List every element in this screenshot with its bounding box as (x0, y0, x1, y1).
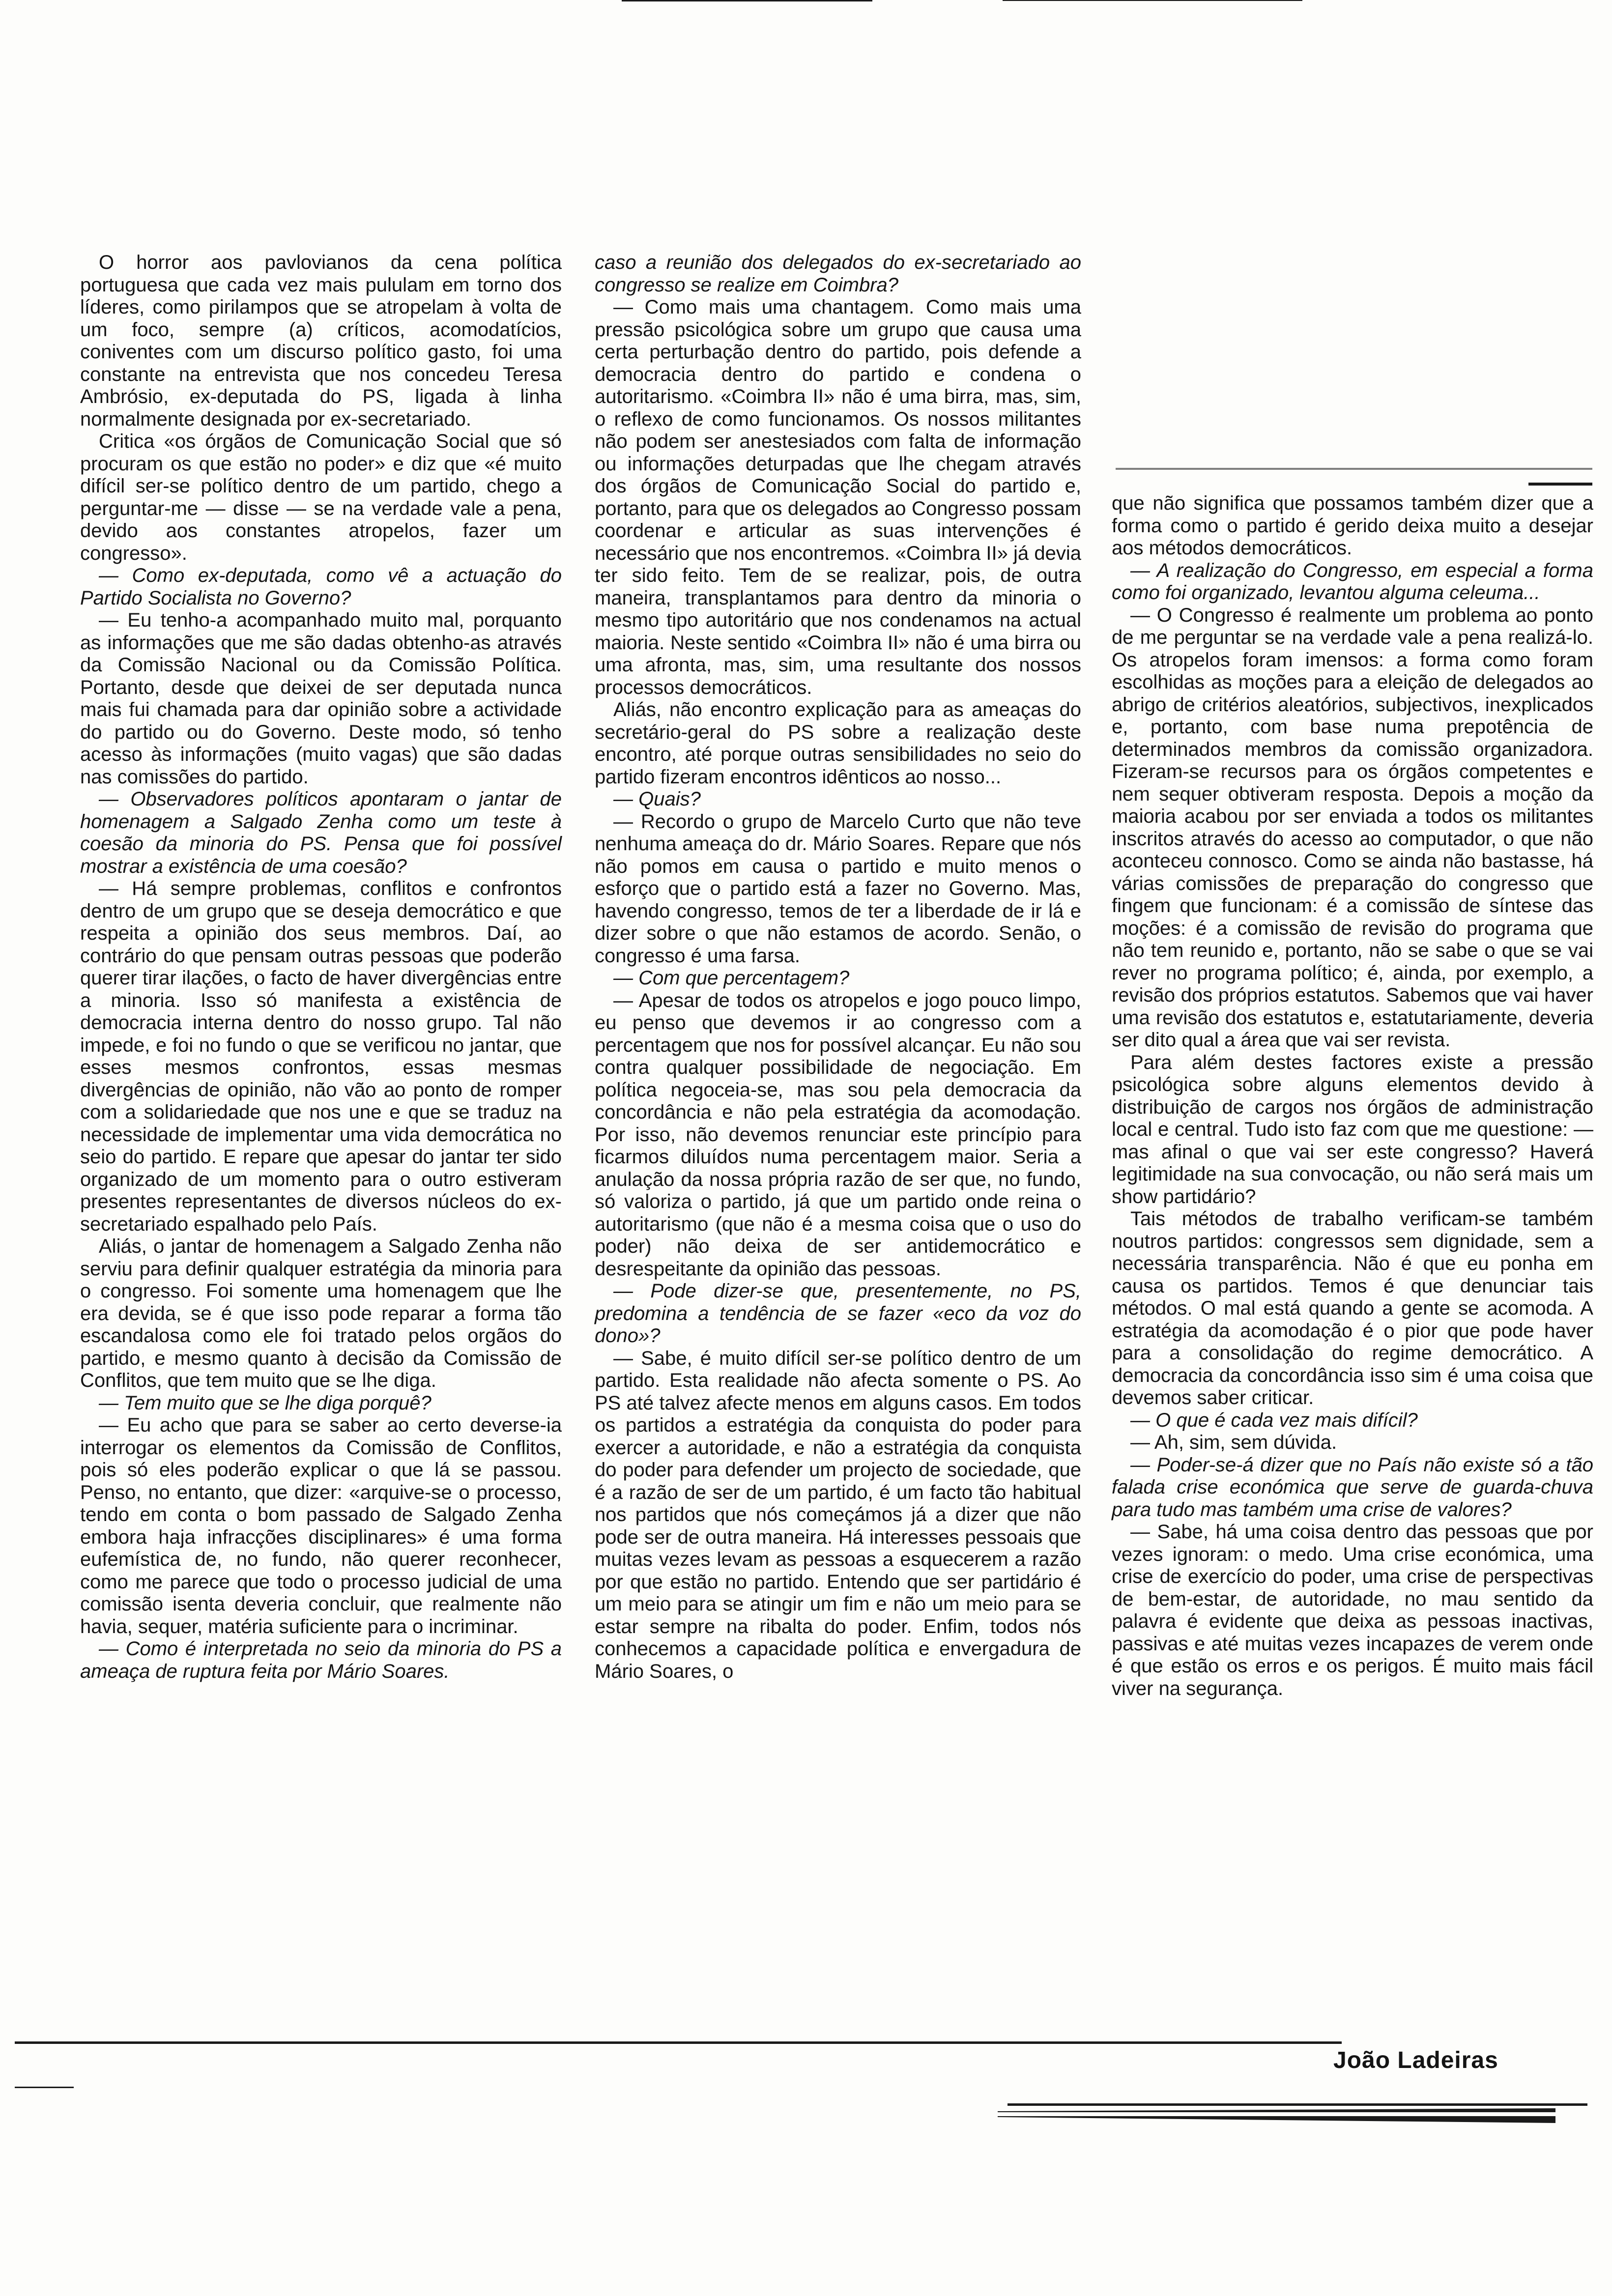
article-paragraph: — Apesar de todos os atropelos e jogo pouco limpo, eu penso que devemos ir ao congresso com a percentagem que nos for possível alcançar. Eu não sou contra qualquer possibilidade de negociação. Em política negoceia-se, mas sou pela democracia da concordância e não pela estratégia da acomodação. Por isso, não devemos renunciar este princípio para ficarmos diluídos numa percentagem maior. Seria a anulação da nossa própria razão de ser que, no fundo, só valoriza o partido, já que um partido onde reina o autoritarismo (que não é a mesma coisa que o uso do poder) não deixa de ser antidemocrático e desrespeitante da opinião das pessoas. (595, 989, 1081, 1280)
article-paragraph: — O Congresso é realmente um problema ao ponto de me perguntar se na verdade vale a pena realizá-lo. Os atropelos foram imensos: a forma como foram escolhidas as moções para a eleição de delegados ao abrigo de critérios aleatórios, subjectivos, inexplicados e, portanto, com base numa prepotência de determinados membros da comissão organizadora. Fizeram-se recursos para os órgãos competentes e nem sequer obtiveram resposta. Depois a moção da maioria acabou por ser enviada a todos os militantes inscritos através do acesso ao computador, o que não aconteceu connosco. Como se ainda não bastasse, há várias comissões de preparação do congresso que fingem que funcionam: é a comissão de síntese das moções: é a comissão de revisão do programa que não tem reunido e, portanto, não se sabe o que se vai rever no programa político; é, ainda, por exemplo, a revisão dos próprios estatutos. Sabemos que vai haver uma revisão dos estatutos e, estatutariamente, deveria ser dito qual a área que vai ser revista. (1112, 604, 1593, 1051)
article-paragraph: — Eu acho que para se saber ao certo deverse-ia interrogar os elementos da Comissão de Conflitos, pois só eles poderão explicar o que lá se passou. Penso, no entanto, que dizer: «arquive-se o processo, tendo em conta o bom passado de Salgado Zenha embora haja infracções disciplinares» é uma forma eufemística de, no fundo, não querer reconhecer, como me parece que todo o processo judicial de uma comissão isenta deveria concluir, que realmente não havia, sequer, matéria suficiente para o incriminar. (80, 1414, 562, 1637)
interview-question: — O que é cada vez mais difícil? (1130, 1409, 1418, 1431)
article-paragraph: Tais métodos de trabalho verificam-se também noutros partidos: congressos sem dignidade, sem a necessária transparência. Não é que eu ponha em causa os partidos. Temos é que denunciar tais métodos. O mal está quando a gente se acomoda. A estratégia da acomodação é o pior que pode haver para a consolidação do regime democrático. A democracia da concordância isso sim é uma coisa que devemos saber criticar. (1112, 1208, 1593, 1408)
article-paragraph: — Sabe, há uma coisa dentro das pessoas que por vezes ignoram: o medo. Uma crise económica, uma crise de exercício do poder, uma crise de perspectivas de bem-estar, de autoridade, no mau sentido da palavra é evidente que deixa as pessoas inactivas, passivas e até muitas vezes incapazes de verem onde é que estão os erros e os perigos. É muito mais fácil viver na segurança. (1112, 1521, 1593, 1699)
article-paragraph: — Recordo o grupo de Marcelo Curto que não teve nenhuma ameaça do dr. Mário Soares. Repare que nós não pomos em causa o partido e muito menos o esforço que o partido está a fazer no Governo. Mas, havendo congresso, temos de ter a liberdade de ir lá e dizer sobre o que não estamos de acordo. Senão, o congresso é uma farsa. (595, 810, 1081, 967)
article-paragraph: Aliás, não encontro explicação para as ameaças do secretário-geral do PS sobre a realização deste encontro, até porque outras sensibilidades no seio do partido fizeram encontros idênticos ao nosso... (595, 699, 1081, 788)
interview-question: — Como ex-deputada, como vê a actuação do Partido Socialista no Governo? (80, 565, 562, 609)
thick-rule (998, 2108, 1555, 2123)
bottom-rule-mid (1008, 2103, 1587, 2106)
article-paragraph: que não significa que possamos também dizer que a forma como o partido é gerido deixa muito a desejar aos métodos democráticos. (1112, 492, 1593, 559)
interview-question: — Observadores políticos apontaram o jantar de homenagem a Salgado Zenha como um teste à coesão da minoria do PS. Pensa que foi possível mostrar a existência de uma coesão? (80, 788, 562, 877)
interview-question: caso a reunião dos delegados do ex-secretariado ao congresso se realize em Coimbra? (595, 252, 1081, 296)
interview-question: — Pode dizer-se que, presentemente, no PS, predomina a tendência de se fazer «eco da voz do dono»? (595, 1280, 1081, 1347)
article-paragraph: Aliás, o jantar de homenagem a Salgado Zenha não serviu para definir qualquer estratégia da minoria para o congresso. Foi somente uma homenagem que lhe era devida, se é que isso pode reparar a forma tão escandalosa como ele foi tratado pelos orgãos do partido, e mesmo quanto à decisão da Comissão de Conflitos, que tem muito que se lhe diga. (80, 1235, 562, 1391)
article-paragraph: — Ah, sim, sem dúvida. (1130, 1432, 1337, 1453)
article-column-1 (80, 252, 562, 1683)
interview-question: — Como é interpretada no seio da minoria do PS a ameaça de ruptura feita por Mário Soares. (80, 1638, 562, 1682)
article-paragraph: — Há sempre problemas, conflitos e confrontos dentro de um grupo que se deseja democrático e que respeita a opinião dos seus membros. Daí, ao contrário do que pensam outras pessoas que poderão querer tirar ilações, o facto de haver divergências entre a minoria. Isso só manifesta a existência de democracia interna dentro do nosso grupo. Tal não impede, e foi no fundo o que se verificou no jantar, que esses mesmos confrontos, essas mesmas divergências de opinião, não vão ao ponto de romper com a solidariedade que nos une e que se traduz na necessidade de implementar uma vida democrática no seio do partido. E repare que apesar do jantar ter sido organizado de um momento para o outro estiveram presentes representantes de diversos núcleos do ex-secretariado espalhado pelo País. (80, 878, 562, 1235)
article-paragraph: Critica «os órgãos de Comunicação Social que só procuram os que estão no poder» e diz que «é muito difícil ser-se político dentro de um partido, chego a perguntar-me — disse — se na verdade vale a pena, devido aos constantes atropelos, fazer um congresso». (80, 430, 562, 564)
interview-question: — A realização do Congresso, em especial a forma como foi organizado, levantou alguma celeuma... (1112, 559, 1593, 603)
top-edge-line (622, 0, 872, 1)
author-signature: João Ladeiras (1333, 2047, 1498, 2073)
bottom-rule-left (15, 2087, 74, 2088)
interview-question: — Quais? (613, 788, 701, 810)
interview-question: — Poder-se-á dizer que no País não existe só a tão falada crise económica que serve de guarda-chuva para tudo mas também uma crise de valores? (1112, 1454, 1593, 1521)
article-column-3 (1112, 492, 1593, 1700)
column-rule-top-end (1528, 483, 1592, 486)
article-paragraph: Para além destes factores existe a pressão psicológica sobre alguns elementos devido à distribuição de cargos nos órgãos de administração local e central. Tudo isto faz com que me questione: — mas afinal o que vai ser este congresso? Haverá legitimidade na sua convocação, ou não será mais um show partidário? (1112, 1051, 1593, 1207)
top-edge-line-right (1003, 0, 1302, 1)
interview-question: — Tem muito que se lhe diga porquê? (99, 1392, 432, 1414)
interview-question: — Com que percentagem? (613, 967, 850, 989)
column-rule-top (1116, 468, 1592, 470)
article-paragraph: — Sabe, é muito difícil ser-se político dentro de um partido. Esta realidade não afecta somente o PS. Ao PS até talvez afecte menos em alguns casos. Em todos os partidos a estratégia da conquista do poder para exercer a autoridade, e não a estratégia da conquista do poder para defender um projecto de sociedade, que é a razão de ser de um partido, é um facto tão habitual nos partidos que nós começámos já a dizer que não pode ser de outra maneira. Há interesses pessoais que muitas vezes levam as pessoas a esquecerem a razão por que estão no partido. Entendo que ser partidário é um meio para se atingir um fim e não um meio para se estar sempre na ribalta do poder. Enfim, todos nós conhecemos a capacidade política e envergadura de Mário Soares, o (595, 1347, 1081, 1682)
article-paragraph: — Eu tenho-a acompanhado muito mal, porquanto as informações que me são dadas obtenho-as através da Comissão Nacional ou da Comissão Política. Portanto, desde que deixei de ser deputada nunca mais fui chamada para dar opinião sobre a actividade do partido ou do Governo. Deste modo, só tenho acesso às informações (muito vagas) que são dadas nas comissões do partido. (80, 609, 562, 788)
article-paragraph: — Como mais uma chantagem. Como mais uma pressão psicológica sobre um grupo que causa uma certa perturbação dentro do partido, pois defende a democracia dentro do partido e condena o autoritarismo. «Coimbra II» não é uma birra, mas, sim, o reflexo de como funcionamos. Os nossos militantes não podem ser anestesiados com falta de informação ou informações deturpadas que lhe chegam através dos órgãos de Comunicação Social do partido e, portanto, para que os delegados ao Congresso possam coordenar e articular as suas intervenções é necessário que nos encontremos. «Coimbra II» já devia ter sido feito. Tem de se realizar, pois, de outra maneira, transplantamos para dentro da minoria o mesmo tipo autoritário que nos condenamos na actual maioria. Neste sentido «Coimbra II» não é uma birra ou uma afronta, mas, sim, uma resultante dos nossos processos democráticos. (595, 296, 1081, 698)
bottom-rule (15, 2041, 1342, 2044)
article-column-2 (595, 252, 1081, 1683)
article-paragraph: O horror aos pavlovianos da cena política portuguesa que cada vez mais pululam em torno dos líderes, como pirilampos que se atropelam à volta de um foco, sempre (a) críticos, acomodatícios, coniventes com um discurso político gasto, foi uma constante na entrevista que nos concedeu Teresa Ambrósio, ex-deputada do PS, ligada à linha normalmente designada por ex-secretariado. (80, 252, 562, 430)
